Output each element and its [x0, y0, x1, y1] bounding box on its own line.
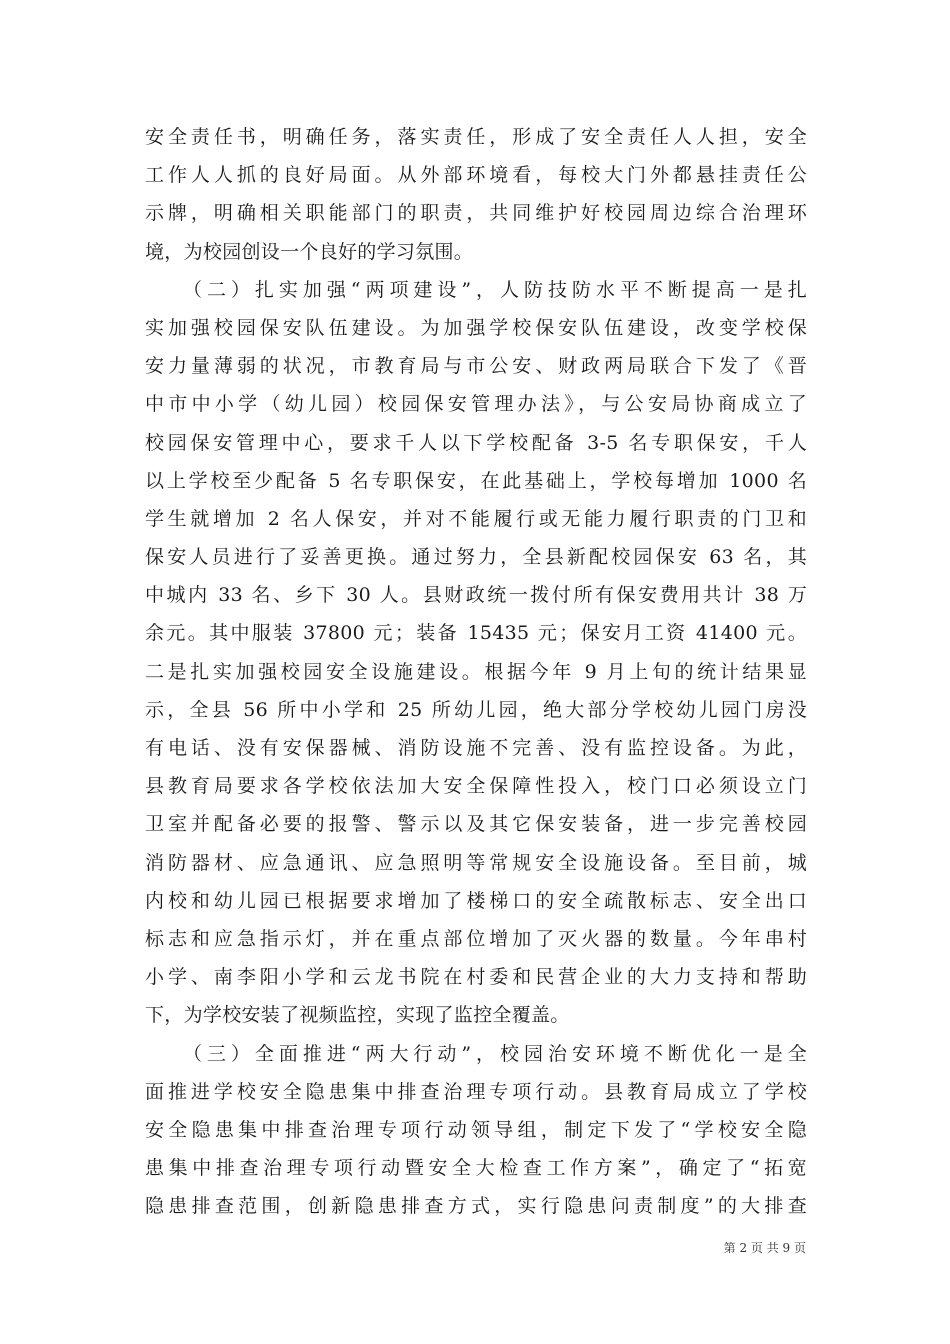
text-line: 内校和幼儿园已根据要求增加了楼梯口的安全疏散标志、安全出口: [145, 889, 807, 912]
text-line: 安力量薄弱的状况，市教育局与市公安、财政两局联合下发了《晋: [145, 355, 807, 378]
text-line: 二是扎实加强校园安全设施建设。根据今年 9 月上旬的统计结果显: [145, 660, 807, 683]
text-line: 安全责任书，明确任务，落实责任，形成了安全责任人人担，安全: [145, 126, 807, 148]
text-line: （三）全面推进“两大行动”，校园治安环境不断优化一是全: [183, 1042, 807, 1065]
text-line: 患集中排查治理专项行动暨安全大检查工作方案”，确定了“拓宽: [145, 1157, 807, 1180]
text-line: 示牌，明确相关职能部门的职责，共同维护好校园周边综合治理环: [145, 202, 807, 225]
text-line: 校园保安管理中心，要求千人以下学校配备 3-5 名专职保安，千人: [145, 431, 807, 454]
text-line: 卫室并配备必要的报警、警示以及其它保安装备，进一步完善校园: [145, 813, 807, 836]
text-line: 县教育局要求各学校依法加大安全保障性投入，校门口必须设立门: [145, 775, 807, 798]
text-line: 示，全县 56 所中小学和 25 所幼儿园，绝大部分学校幼儿园门房没: [145, 698, 807, 721]
text-line: 保安人员进行了妥善更换。通过努力，全县新配校园保安 63 名，其: [145, 546, 807, 569]
text-line: 安全隐患集中排查治理专项行动领导组，制定下发了“学校安全隐: [145, 1118, 807, 1141]
text-line: 有电话、没有安保器械、消防设施不完善、没有监控设备。为此，: [145, 737, 807, 759]
text-line: （二）扎实加强“两项建设”，人防技防水平不断提高一是扎: [183, 278, 807, 301]
text-line: 工作人人抓的良好局面。从外部环境看，每校大门外都悬挂责任公: [145, 164, 807, 187]
text-line: 中市中小学（幼儿园）校园保安管理办法》，与公安局协商成立了: [145, 393, 807, 416]
text-line: 以上学校至少配备 5 名专职保安，在此基础上，学校每增加 1000 名: [145, 469, 807, 492]
text-line: 下，为学校安装了视频监控，实现了监控全覆盖。: [145, 1004, 570, 1027]
text-line: 余元。其中服装 37800 元；装备 15435 元；保安月工资 41400 元。: [145, 622, 807, 645]
text-line: 消防器材、应急通讯、应急照明等常规安全设施设备。至目前，城: [145, 851, 807, 874]
text-line: 境，为校园创设一个良好的学习氛围。: [145, 240, 474, 263]
text-line: 小学、南李阳小学和云龙书院在村委和民营企业的大力支持和帮助: [145, 966, 807, 989]
text-line: 学生就增加 2 名人保安，并对不能履行或无能力履行职责的门卫和: [145, 507, 807, 530]
body-text: [145, 118, 807, 1225]
text-line: 实加强校园保安队伍建设。为加强学校保安队伍建设，改变学校保: [145, 316, 807, 339]
page-number-footer: 第 2 页 共 9 页: [723, 1241, 806, 1255]
text-line: 面推进学校安全隐患集中排查治理专项行动。县教育局成立了学校: [145, 1080, 807, 1103]
text-line: 隐患排查范围，创新隐患排查方式，实行隐患问责制度”的大排查: [145, 1195, 807, 1218]
text-line: 标志和应急指示灯，并在重点部位增加了灭火器的数量。今年串村: [145, 927, 807, 950]
text-line: 中城内 33 名、乡下 30 人。县财政统一拨付所有保安费用共计 38 万: [145, 584, 807, 607]
